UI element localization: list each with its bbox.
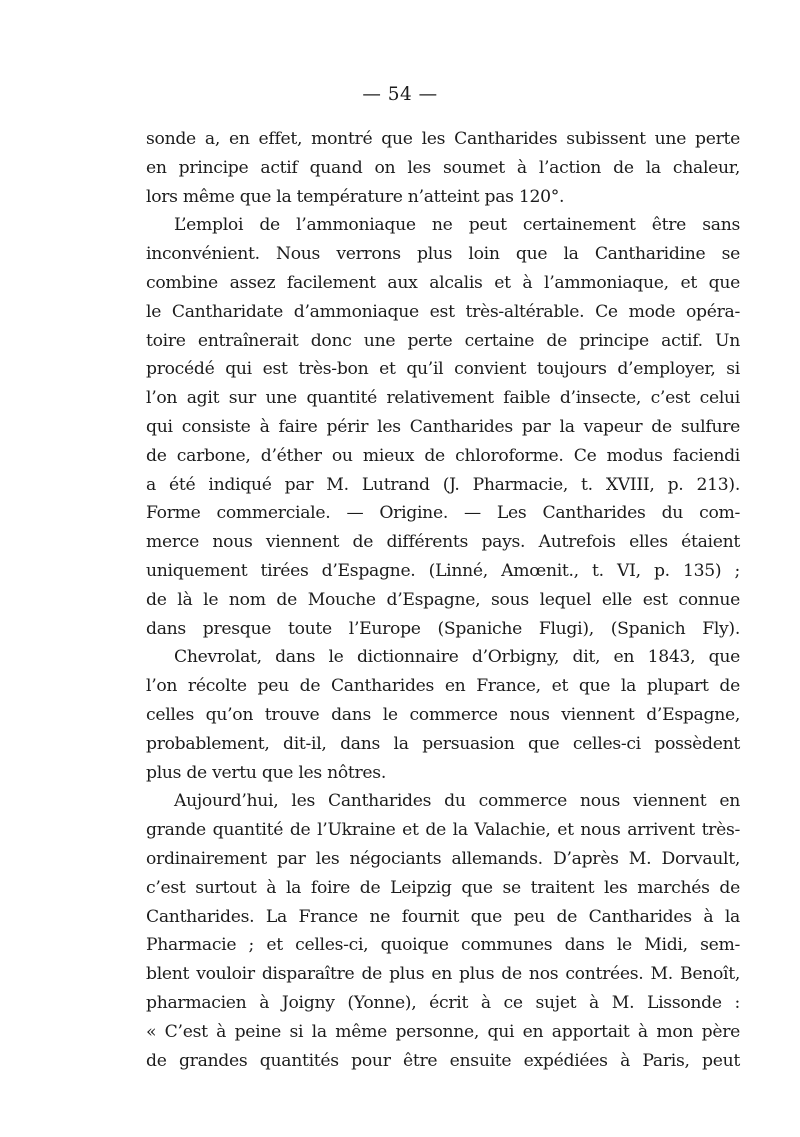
text-line: celles qu’on trouve dans le commerce nous viennent d’Espagne, bbox=[146, 704, 740, 725]
text-line: l’on récolte peu de Cantharides en France, et que la plupart de bbox=[146, 676, 740, 697]
text-line: Aujourd’hui, les Cantharides du commerce nous viennent en bbox=[174, 791, 740, 812]
text-line: plus de vertu que les nôtres. bbox=[146, 762, 386, 783]
text-line: probablement, dit-il, dans la persuasion que celles-ci possèdent bbox=[146, 733, 740, 754]
text-line: L’emploi de l’ammoniaque ne peut certainement être sans bbox=[174, 215, 740, 236]
text-line: Cantharides. La France ne fournit que peu de Cantharides à la bbox=[146, 906, 740, 927]
text-line: qui consiste à faire périr les Cantharides par la vapeur de sulfure bbox=[146, 416, 740, 437]
text-line: lors même que la température n’atteint pas 120°. bbox=[146, 186, 565, 207]
text-line: de grandes quantités pour être ensuite expédiées à Paris, peut bbox=[146, 1050, 740, 1071]
text-line: de carbone, d’éther ou mieux de chloroforme. Ce modus faciendi bbox=[146, 445, 740, 466]
text-line: merce nous viennent de différents pays. Autrefois elles étaient bbox=[146, 532, 740, 553]
text-line: ordinairement par les négociants allemands. D’après M. Dorvault, bbox=[146, 848, 740, 869]
text-line: Chevrolat, dans le dictionnaire d’Orbigny, dit, en 1843, que bbox=[174, 647, 740, 668]
text-line: toire entraînerait donc une perte certaine de principe actif. Un bbox=[146, 330, 740, 351]
text-line: grande quantité de l’Ukraine et de la Valachie, et nous arrivent très- bbox=[146, 820, 740, 841]
text-line: c’est surtout à la foire de Leipzig que se traitent les marchés de bbox=[146, 877, 740, 898]
page-number: — 54 — bbox=[362, 84, 438, 105]
text-line: procédé qui est très-bon et qu’il convient toujours d’employer, si bbox=[146, 359, 740, 380]
text-line: Forme commerciale. — Origine. — Les Cantharides du com- bbox=[146, 503, 740, 524]
text-line: de là le nom de Mouche d’Espagne, sous lequel elle est connue bbox=[146, 589, 740, 610]
text-line: en principe actif quand on les soumet à l’action de la chaleur, bbox=[146, 157, 740, 178]
text-line: uniquement tirées d’Espagne. (Linné, Amœnit., t. VI, p. 135) ; bbox=[146, 560, 740, 581]
text-line: l’on agit sur une quantité relativement faible d’insecte, c’est celui bbox=[146, 388, 740, 409]
body-text bbox=[146, 125, 740, 1075]
text-line: « C’est à peine si la même personne, qui en apportait à mon père bbox=[146, 1021, 740, 1042]
text-line: a été indiqué par M. Lutrand (J. Pharmacie, t. XVIII, p. 213). bbox=[146, 474, 740, 495]
text-line: blent vouloir disparaître de plus en plus de nos contrées. M. Benoît, bbox=[146, 964, 740, 985]
text-line: pharmacien à Joigny (Yonne), écrit à ce sujet à M. Lissonde : bbox=[146, 992, 740, 1013]
text-line: combine assez facilement aux alcalis et à l’ammoniaque, et que bbox=[146, 272, 740, 293]
text-line: dans presque toute l’Europe (Spaniche Flugi), (Spanich Fly). bbox=[146, 618, 740, 639]
text-line: sonde a, en effet, montré que les Cantharides subissent une perte bbox=[146, 129, 740, 149]
text-line: le Cantharidate d’ammoniaque est très-altérable. Ce mode opéra- bbox=[146, 301, 740, 322]
text-line: inconvénient. Nous verrons plus loin que la Cantharidine se bbox=[146, 244, 740, 265]
text-line: Pharmacie ; et celles-ci, quoique communes dans le Midi, sem- bbox=[146, 935, 740, 956]
